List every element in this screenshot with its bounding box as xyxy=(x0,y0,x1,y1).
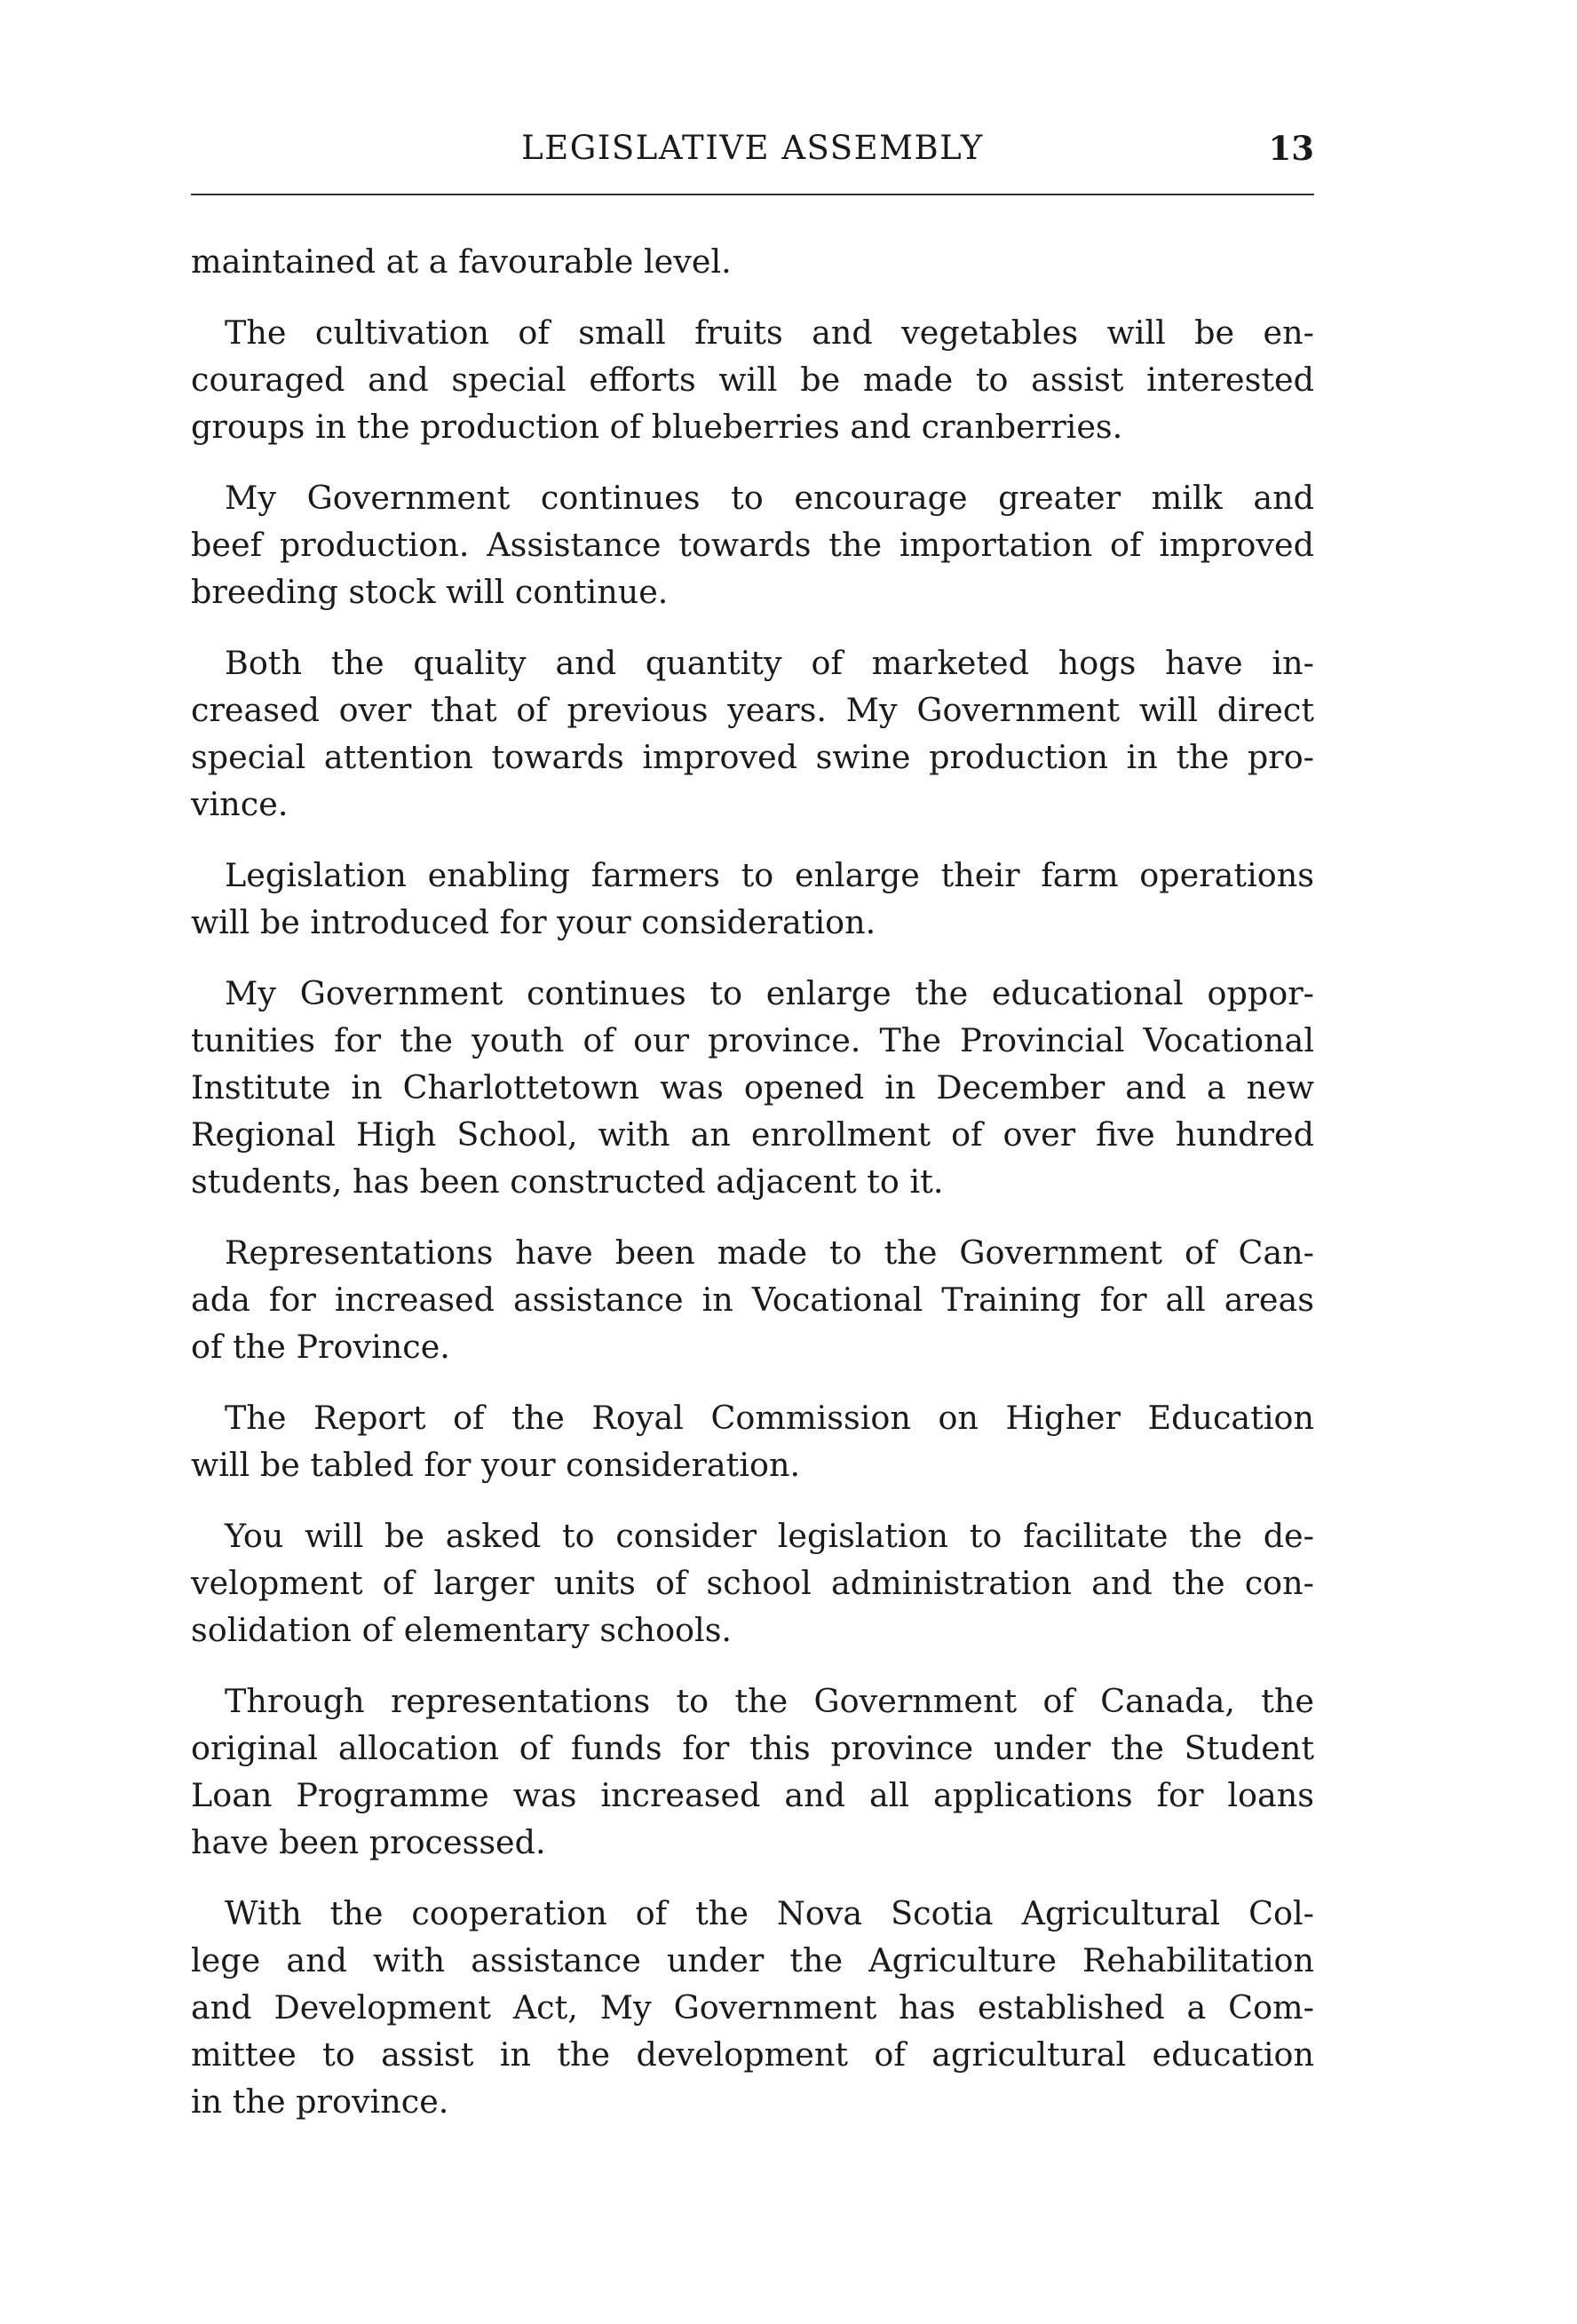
text-line: solidation of elementary schools. xyxy=(191,1611,733,1649)
paragraph xyxy=(191,852,1314,946)
text-line: Legislation enabling farmers to enlarge their farm operations xyxy=(225,856,1314,894)
paragraph xyxy=(191,1229,1314,1370)
text-line: Institute in Charlottetown was opened in December and a new xyxy=(191,1068,1314,1106)
text-line: will be tabled for your consideration. xyxy=(191,1446,801,1484)
running-head: LEGISLATIVE ASSEMBLY xyxy=(521,129,984,167)
text-line: My Government continues to enlarge the educational oppor- xyxy=(225,974,1314,1012)
text-line: velopment of larger units of school administration and the con- xyxy=(191,1564,1314,1602)
paragraph xyxy=(191,1890,1314,2125)
paragraph xyxy=(191,970,1314,1205)
text-line: mittee to assist in the development of agricultural education xyxy=(191,2035,1314,2074)
text-line: will be introduced for your consideration. xyxy=(191,903,876,941)
page-header xyxy=(191,129,1314,182)
text-line: Both the quality and quantity of marketed hogs have in- xyxy=(225,644,1314,682)
page-number: 13 xyxy=(1268,129,1314,168)
text-line: The cultivation of small fruits and vegetables will be en- xyxy=(225,313,1314,352)
text-line: in the province. xyxy=(191,2082,449,2121)
text-line: have been processed. xyxy=(191,1823,546,1861)
text-line: vince. xyxy=(191,785,289,823)
paragraph xyxy=(191,1678,1314,1866)
header-rule xyxy=(191,194,1314,195)
text-line: My Government continues to encourage greater milk and xyxy=(225,479,1314,517)
text-line: lege and with assistance under the Agriculture Rehabilitation xyxy=(191,1941,1314,1979)
text-line: original allocation of funds for this province under the Student xyxy=(191,1729,1314,1767)
paragraph xyxy=(191,639,1314,828)
text-line: creased over that of previous years. My Government will direct xyxy=(191,691,1314,729)
text-line: With the cooperation of the Nova Scotia Agricultural Col- xyxy=(225,1894,1314,1932)
text-line: students, has been constructed adjacent to it. xyxy=(191,1162,944,1201)
text-line: Representations have been made to the Government of Can- xyxy=(225,1233,1314,1272)
text-line: couraged and special efforts will be made to assist interested xyxy=(191,361,1314,399)
text-line: maintained at a favourable level. xyxy=(191,242,732,281)
paragraph xyxy=(191,474,1314,615)
paragraph xyxy=(191,309,1314,450)
body-text xyxy=(191,238,1314,2149)
paragraph xyxy=(191,1394,1314,1488)
text-line: special attention towards improved swine production in the pro- xyxy=(191,738,1314,776)
text-line: tunities for the youth of our province. The Provincial Vocational xyxy=(191,1021,1314,1059)
text-line: The Report of the Royal Commission on Higher Education xyxy=(225,1399,1314,1437)
text-line: Loan Programme was increased and all applications for loans xyxy=(191,1776,1314,1814)
text-line: Through representations to the Government of Canada, the xyxy=(225,1682,1314,1720)
text-line: You will be asked to consider legislation to facilitate the de- xyxy=(225,1517,1314,1555)
text-line: ada for increased assistance in Vocational Training for all areas xyxy=(191,1281,1314,1319)
text-line: beef production. Assistance towards the importation of improved xyxy=(191,526,1314,564)
text-line: breeding stock will continue. xyxy=(191,573,669,611)
paragraph xyxy=(191,1512,1314,1654)
text-line: and Development Act, My Government has established a Com- xyxy=(191,1988,1314,2027)
text-line: Regional High School, with an enrollment of over five hundred xyxy=(191,1115,1314,1154)
text-line: groups in the production of blueberries and cranberries. xyxy=(191,408,1123,446)
text-line: of the Province. xyxy=(191,1328,450,1366)
paragraph xyxy=(191,238,1314,285)
